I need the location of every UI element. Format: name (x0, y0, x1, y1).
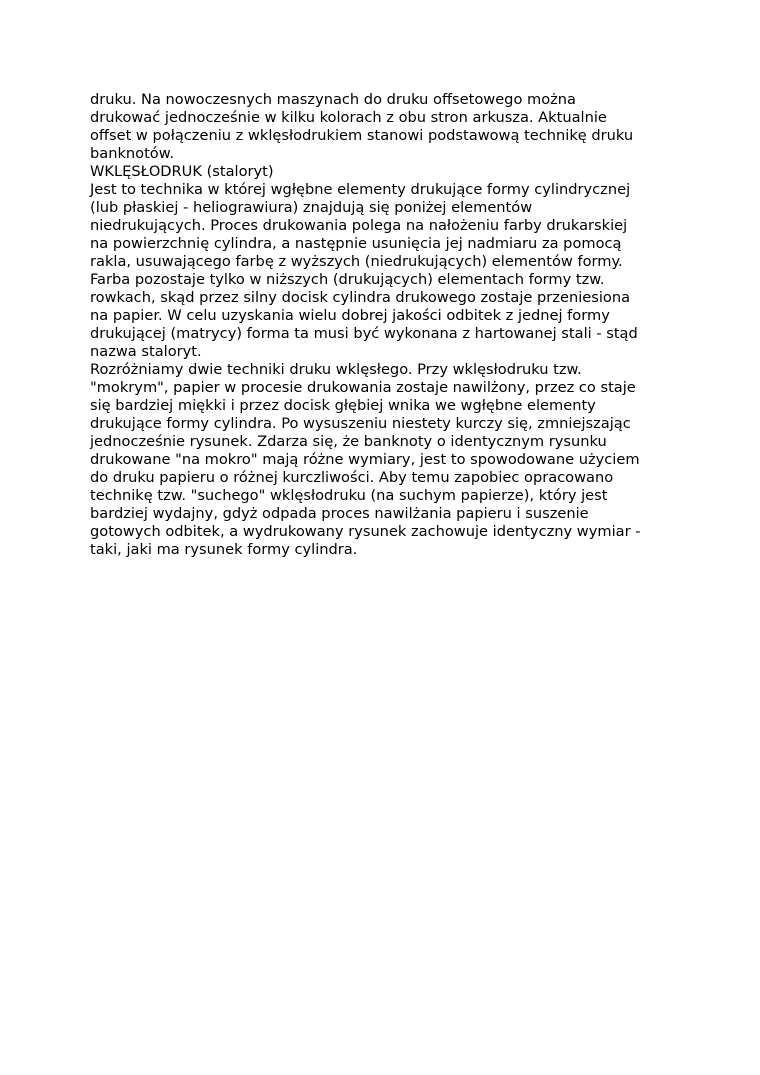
text-line: gotowych odbitek, a wydrukowany rysunek zachowuje identyczny wymiar - (90, 523, 641, 540)
text-line: drukujące formy cylindra. Po wysuszeniu niestety kurczy się, zmniejszając (90, 415, 631, 432)
text-line: taki, jaki ma rysunek formy cylindra. (90, 541, 358, 558)
text-line: druku. Na nowoczesnych maszynach do druku offsetowego można (90, 91, 577, 108)
text-line: bardziej wydajny, gdyż odpada proces nawilżania papieru i suszenie (90, 505, 589, 522)
document-text (90, 91, 680, 559)
text-line: technikę tzw. "suchego" wklęsłodruku (na suchym papierze), który jest (90, 487, 608, 504)
text-line: drukowane "na mokro" mają różne wymiary, jest to spowodowane użyciem (90, 451, 640, 468)
text-line: drukującej (matrycy) forma ta musi być wykonana z hartowanej stali - stąd (90, 325, 638, 342)
text-line: na powierzchnię cylindra, a następnie usunięcia jej nadmiaru za pomocą (90, 235, 622, 252)
text-line: niedrukujących. Proces drukowania polega na nałożeniu farby drukarskiej (90, 217, 628, 234)
text-line: (lub płaskiej - heliograwiura) znajdują się poniżej elementów (90, 199, 533, 216)
text-line: do druku papieru o różnej kurczliwości. Aby temu zapobiec opracowano (90, 469, 614, 486)
text-line: rakla, usuwającego farbę z wyższych (niedrukujących) elementów formy. (90, 253, 623, 270)
text-line: nazwa staloryt. (90, 343, 202, 360)
text-line: Rozróżniamy dwie techniki druku wklęsłego. Przy wklęsłodruku tzw. (90, 361, 582, 378)
text-line: jednocześnie rysunek. Zdarza się, że banknoty o identycznym rysunku (90, 433, 607, 450)
text-line: "mokrym", papier w procesie drukowania zostaje nawilżony, przez co staje (90, 379, 636, 396)
section-heading: WKLĘSŁODRUK (staloryt) (90, 163, 274, 180)
text-line: rowkach, skąd przez silny docisk cylindra drukowego zostaje przeniesiona (90, 289, 631, 306)
text-line: na papier. W celu uzyskania wielu dobrej jakości odbitek z jednej formy (90, 307, 610, 324)
text-line: drukować jednocześnie w kilku kolorach z obu stron arkusza. Aktualnie (90, 109, 607, 126)
text-line: się bardziej miękki i przez docisk głębiej wnika we wgłębne elementy (90, 397, 596, 414)
text-line: Farba pozostaje tylko w niższych (drukujących) elementach formy tzw. (90, 271, 605, 288)
text-line: banknotów. (90, 145, 174, 162)
text-line: offset w połączeniu z wklęsłodrukiem stanowi podstawową technikę druku (90, 127, 634, 144)
text-line: Jest to technika w której wgłębne elementy drukujące formy cylindrycznej (90, 181, 631, 198)
